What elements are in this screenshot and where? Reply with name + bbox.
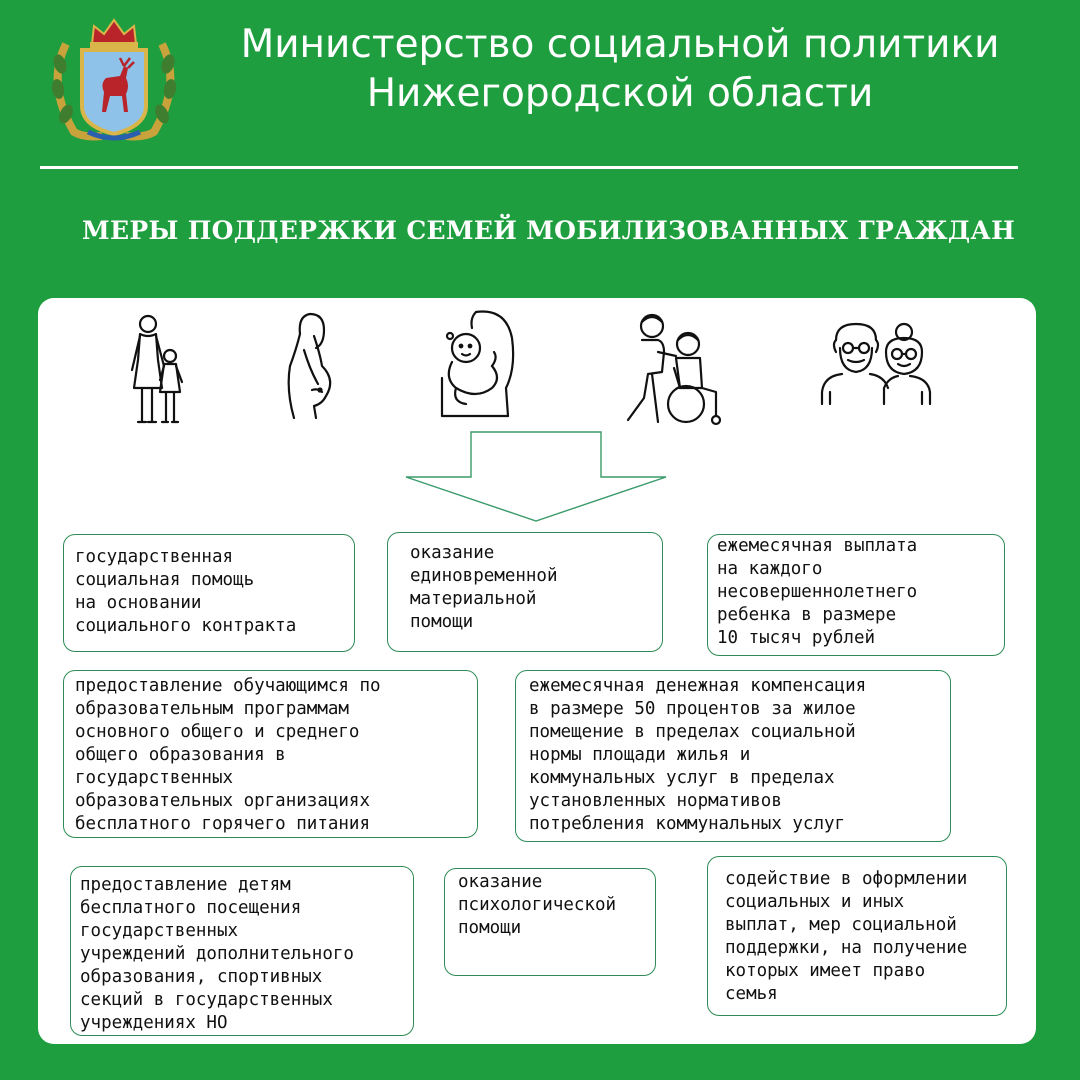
page-title	[190, 20, 1050, 118]
section-heading: МЕРЫ ПОДДЕРЖКИ СЕМЕЙ МОБИЛИЗОВАННЫХ ГРАЖДАН	[82, 216, 1016, 245]
measure-free-hot-meals: предоставление обучающимся по образовательным программам основного общего и среднего общего образования в государственных образовательных организациях бесплатного горячего питания	[63, 670, 478, 838]
mother-holding-baby-icon	[436, 308, 522, 422]
content-panel	[38, 298, 1036, 1044]
measure-one-time-aid: оказание единовременной материальной помощи	[387, 532, 663, 652]
measure-benefits-assistance: содействие в оформлении социальных и иных выплат, мер социальной поддержки, на получение которых имеет право семья	[707, 856, 1007, 1016]
wheelchair-assist-icon	[618, 312, 726, 428]
measure-psychological-help: оказание психологической помощи	[444, 868, 656, 976]
measure-monthly-child-payment: ежемесячная выплата на каждого несовершеннолетнего ребенка в размере 10 тысяч рублей	[707, 534, 1005, 656]
coat-of-arms-logo	[44, 14, 184, 144]
measure-housing-compensation: ежемесячная денежная компенсация в размере 50 процентов за жилое помещение в пределах социальной нормы площади жилья и коммунальных услуг в пределах установленных нормативов потребления коммунальных услуг	[515, 670, 951, 842]
mother-with-child-icon	[124, 310, 190, 430]
down-arrow-icon	[405, 431, 667, 523]
pregnant-woman-icon	[284, 310, 340, 422]
header-divider	[40, 166, 1018, 169]
title-line-2: Нижегородской области	[366, 71, 874, 116]
title-line-1: Министерство социальной политики	[240, 22, 1000, 67]
elderly-couple-icon	[818, 318, 936, 408]
measure-free-extracurricular: предоставление детям бесплатного посещения государственных учреждений дополнительного образования, спортивных секций в государственных учреждениях НО	[70, 866, 414, 1036]
measure-social-contract: государственная социальная помощь на основании социального контракта	[63, 534, 355, 652]
